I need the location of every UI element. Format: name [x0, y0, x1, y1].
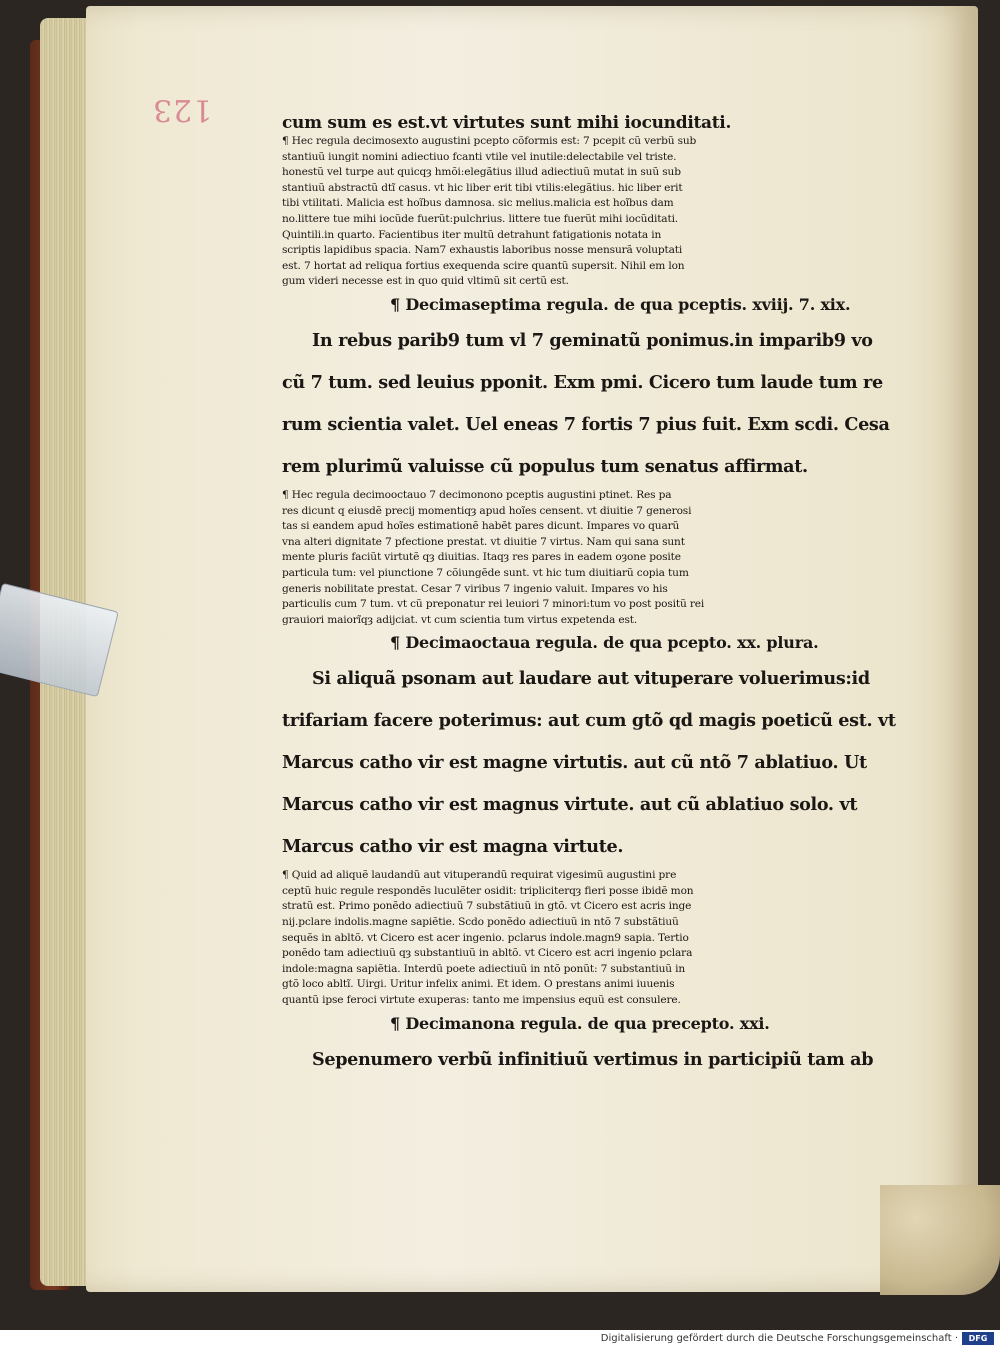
text-line: nij.pclare indolis.magne sapiẽtie. Scdo ponẽdo adiectiuũ in ntõ 7 substãtiuũ — [282, 916, 679, 929]
text-line: vna alteri dignitate 7 pfectione prestat. vt diuitie 7 virtus. Nam qui sana sunt — [282, 535, 685, 548]
text-line: Marcus catho vir est magna virtute. — [282, 836, 624, 858]
funding-credit: Digitalisierung gefördert durch die Deutsche Forschungsgemeinschaft · — [600, 1333, 958, 1344]
text-line: Marcus catho vir est magne virtutis. aut cũ ntõ 7 ablatiuo. Ut — [282, 752, 867, 774]
text-line: gum videri necesse est in quo quid vltimũ sit certũ est. — [282, 275, 569, 288]
text-line: ¶ Decimaoctaua regula. de qua pcepto. xx. plura. — [390, 633, 819, 653]
text-line: particulis cum 7 tum. vt cũ preponatur rei leuiori 7 minori:tum vo post positũ rei — [282, 598, 705, 611]
text-line: cũ 7 tum. sed leuius pponit. Exm pmi. Cicero tum laude tum re — [282, 371, 883, 393]
text-line: scriptis lapidibus spacia. Nam7 exhaustis laboribus nosse mensurã voluptati — [282, 244, 683, 257]
text-line: Sepenumero verbũ infinitiuũ vertimus in participiũ tam ab — [312, 1048, 874, 1070]
text-line: stantiuũ abstractũ dtĩ casus. vt hic liber erit tibi vtilis:elegãtius. hic liber erit — [282, 181, 683, 194]
text-line: tibi vtilitati. Malicia est hoĩbus damnosa. sic melius.malicia est hoĩbus dam — [282, 197, 674, 210]
text-line: grauiori maiorĩqȝ adijciat. vt cum scientia tum virtus expetenda est. — [282, 613, 638, 626]
footer-bar — [0, 1330, 1000, 1348]
text-line: rum scientia valet. Uel eneas 7 fortis 7 pius fuit. Exm scdi. Cesa — [282, 413, 890, 435]
text-line: Quintili.in quarto. Facientibus iter multũ detrahunt fatigationis notata in — [282, 228, 662, 241]
text-line: stratũ est. Primo ponẽdo adiectiuũ 7 substãtiuũ in gtõ. vt Cicero est acris inge — [282, 900, 692, 913]
text-line: ponẽdo tam adiectiuũ qȝ substantiuũ in abltõ. vt Cicero est acri ingenio pclara — [282, 947, 693, 960]
text-line: rem plurimũ valuisse cũ populus tum senatus affirmat. — [282, 455, 808, 477]
text-line: quantũ ipse feroci virtute exuperas: tanto me impensius equũ est consulere. — [282, 994, 681, 1007]
page-corner-curl — [880, 1185, 1000, 1295]
text-line: In rebus parib9 tum vl 7 geminatũ ponimus.in imparib9 vo — [312, 329, 873, 351]
text-line: Si aliquã psonam aut laudare aut vituperare voluerimus:id — [312, 668, 870, 690]
folio-number: 123 — [152, 92, 213, 127]
text-line: particula tum: vel piunctione 7 cõiungẽde sunt. vt hic tum diuitiarũ copia tum — [282, 566, 689, 579]
text-line: ¶ Decimaseptima regula. de qua pceptis. xviij. 7. xix. — [390, 294, 851, 314]
text-line: no.littere tue mihi iocũde fuerũt:pulchrius. littere tue fuerũt mihi iocũditati. — [282, 212, 679, 225]
text-line: generis nobilitate prestat. Cesar 7 viribus 7 ingenio valuit. Impares vo his — [282, 582, 668, 595]
text-line: stantiuũ iungit nomini adiectiuo fcanti vtile vel inutile:delectabile vel triste. — [282, 150, 677, 163]
text-line: est. 7 hortat ad reliqua fortius exequenda scire quantũ supersit. Nihil em lon — [282, 259, 685, 272]
text-line: mente pluris faciũt virtutẽ qȝ diuitias. Itaqȝ res pares in eadem oȝone posite — [282, 551, 681, 564]
text-line: ceptũ huic regule respondẽs luculẽter osidit: tripliciterqȝ fieri posse ibidẽ mon — [282, 884, 694, 897]
text-line: honestũ vel turpe aut quicqȝ hmõi:elegãtius illud adiectiuũ mutat in suũ sub — [282, 166, 681, 179]
text-line: indole:magna sapiẽtia. Interdũ poete adiectiuũ in ntõ ponũt: 7 substantiuũ in — [282, 962, 686, 975]
text-line: ¶ Quid ad aliquẽ laudandũ aut vituperandũ requirat vigesimũ augustini pre — [282, 869, 677, 882]
page-text — [282, 112, 907, 1081]
text-line: res dicunt q eiusdẽ precij momentiqȝ apud hoĩes censent. vt diuitie 7 generosi — [282, 504, 692, 517]
text-line: sequẽs in abltõ. vt Cicero est acer ingenio. pclarus indole.magn9 sapia. Tertio — [282, 931, 689, 944]
text-line: Marcus catho vir est magnus virtute. aut cũ ablatiuo solo. vt — [282, 794, 858, 816]
text-line: cum sum es est.vt virtutes sunt mihi iocunditati. — [282, 113, 732, 133]
text-line: tas si eandem apud hoĩes estimationẽ habẽt pares dicunt. Impares vo quarũ — [282, 520, 680, 533]
dfg-logo-icon: DFG — [962, 1332, 994, 1345]
text-line: ¶ Hec regula decimosexto augustini pcepto cõformis est: 7 pcepit cũ verbũ sub — [282, 135, 697, 147]
text-line: ¶ Decimanona regula. de qua precepto. xxi. — [390, 1013, 770, 1033]
text-line: ¶ Hec regula decimooctauo 7 decimonono pceptis augustini ptinet. Res pa — [282, 488, 672, 501]
text-line: trifariam facere poterimus: aut cum gtõ qd magis poeticũ est. vt — [282, 710, 896, 732]
text-line: gtõ loco abltĩ. Uirgi. Uritur infelix animi. Et idem. O prestans animi iuuenis — [282, 978, 675, 991]
